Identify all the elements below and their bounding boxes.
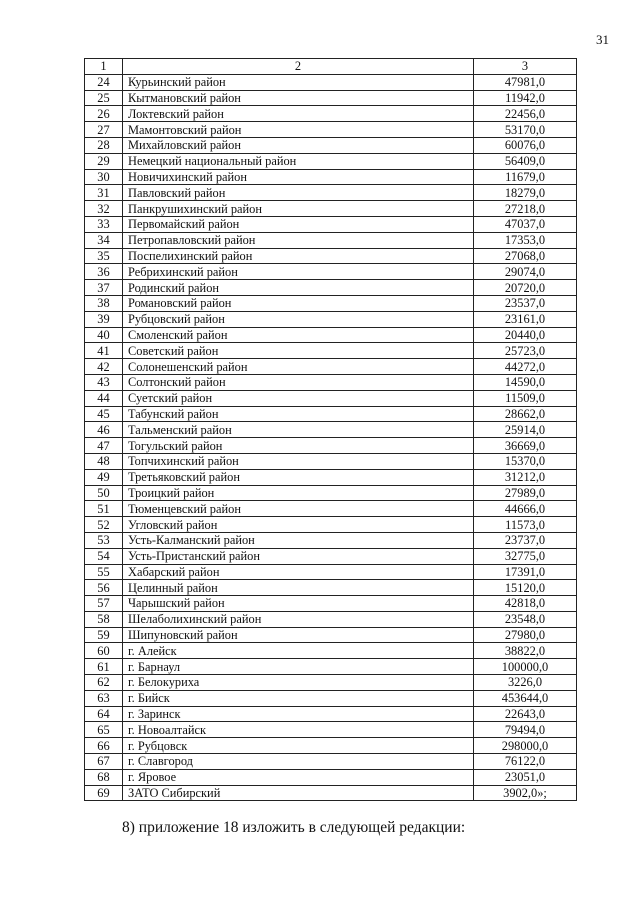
row-number: 63 bbox=[85, 690, 123, 706]
row-number: 46 bbox=[85, 422, 123, 438]
row-number: 60 bbox=[85, 643, 123, 659]
district-name: Троицкий район bbox=[123, 485, 474, 501]
amount: 44666,0 bbox=[474, 501, 577, 517]
district-name: Панкрушихинский район bbox=[123, 201, 474, 217]
district-name: Советский район bbox=[123, 343, 474, 359]
table-row bbox=[85, 232, 577, 248]
table-row bbox=[85, 627, 577, 643]
table-row bbox=[85, 485, 577, 501]
table-row bbox=[85, 264, 577, 280]
amount: 27218,0 bbox=[474, 201, 577, 217]
row-number: 26 bbox=[85, 106, 123, 122]
table-row bbox=[85, 596, 577, 612]
table-row bbox=[85, 469, 577, 485]
allocation-table bbox=[84, 58, 577, 801]
row-number: 51 bbox=[85, 501, 123, 517]
footer-instruction: 8) приложение 18 изложить в следующей редакции: bbox=[122, 819, 466, 836]
table-row bbox=[85, 564, 577, 580]
district-name: Смоленский район bbox=[123, 327, 474, 343]
amount: 28662,0 bbox=[474, 406, 577, 422]
district-name: Суетский район bbox=[123, 390, 474, 406]
district-name: Усть-Пристанский район bbox=[123, 548, 474, 564]
amount: 20440,0 bbox=[474, 327, 577, 343]
row-number: 59 bbox=[85, 627, 123, 643]
row-number: 45 bbox=[85, 406, 123, 422]
row-number: 37 bbox=[85, 280, 123, 296]
district-name: г. Бийск bbox=[123, 690, 474, 706]
amount: 25723,0 bbox=[474, 343, 577, 359]
row-number: 33 bbox=[85, 216, 123, 232]
row-number: 54 bbox=[85, 548, 123, 564]
table-row bbox=[85, 706, 577, 722]
amount: 15370,0 bbox=[474, 453, 577, 469]
row-number: 27 bbox=[85, 122, 123, 138]
district-name: Целинный район bbox=[123, 580, 474, 596]
table-row bbox=[85, 659, 577, 675]
row-number: 28 bbox=[85, 137, 123, 153]
amount: 100000,0 bbox=[474, 659, 577, 675]
amount: 31212,0 bbox=[474, 469, 577, 485]
row-number: 35 bbox=[85, 248, 123, 264]
row-number: 58 bbox=[85, 611, 123, 627]
district-name: Солтонский район bbox=[123, 374, 474, 390]
district-name: Курьинский район bbox=[123, 74, 474, 90]
district-name: Табунский район bbox=[123, 406, 474, 422]
row-number: 40 bbox=[85, 327, 123, 343]
district-name: г. Яровое bbox=[123, 769, 474, 785]
table-header-row bbox=[85, 59, 577, 75]
district-name: Чарышский район bbox=[123, 596, 474, 612]
amount: 453644,0 bbox=[474, 690, 577, 706]
row-number: 41 bbox=[85, 343, 123, 359]
row-number: 55 bbox=[85, 564, 123, 580]
row-number: 34 bbox=[85, 232, 123, 248]
district-name: г. Заринск bbox=[123, 706, 474, 722]
row-number: 48 bbox=[85, 453, 123, 469]
district-name: г. Барнаул bbox=[123, 659, 474, 675]
district-name: Поспелихинский район bbox=[123, 248, 474, 264]
table-row bbox=[85, 754, 577, 770]
district-name: Новичихинский район bbox=[123, 169, 474, 185]
table-row bbox=[85, 359, 577, 375]
row-number: 52 bbox=[85, 517, 123, 533]
row-number: 38 bbox=[85, 295, 123, 311]
district-name: Хабарский район bbox=[123, 564, 474, 580]
table-row bbox=[85, 769, 577, 785]
amount: 27989,0 bbox=[474, 485, 577, 501]
amount: 79494,0 bbox=[474, 722, 577, 738]
district-name: Михайловский район bbox=[123, 137, 474, 153]
amount: 27068,0 bbox=[474, 248, 577, 264]
table-row bbox=[85, 453, 577, 469]
table-row bbox=[85, 738, 577, 754]
amount: 298000,0 bbox=[474, 738, 577, 754]
row-number: 69 bbox=[85, 785, 123, 801]
row-number: 36 bbox=[85, 264, 123, 280]
row-number: 57 bbox=[85, 596, 123, 612]
district-name: Романовский район bbox=[123, 295, 474, 311]
table-row bbox=[85, 406, 577, 422]
district-name: г. Алейск bbox=[123, 643, 474, 659]
row-number: 64 bbox=[85, 706, 123, 722]
district-name: Шипуновский район bbox=[123, 627, 474, 643]
district-name: Ребрихинский район bbox=[123, 264, 474, 280]
amount: 47037,0 bbox=[474, 216, 577, 232]
row-number: 66 bbox=[85, 738, 123, 754]
row-number: 67 bbox=[85, 754, 123, 770]
table-row bbox=[85, 185, 577, 201]
amount: 17353,0 bbox=[474, 232, 577, 248]
amount: 23051,0 bbox=[474, 769, 577, 785]
district-name: Тальменский район bbox=[123, 422, 474, 438]
table-row bbox=[85, 137, 577, 153]
table-row bbox=[85, 722, 577, 738]
row-number: 68 bbox=[85, 769, 123, 785]
row-number: 24 bbox=[85, 74, 123, 90]
row-number: 47 bbox=[85, 438, 123, 454]
table-row bbox=[85, 248, 577, 264]
table-row bbox=[85, 343, 577, 359]
table-row bbox=[85, 690, 577, 706]
amount: 3902,0»; bbox=[474, 785, 577, 801]
row-number: 29 bbox=[85, 153, 123, 169]
district-name: Немецкий национальный район bbox=[123, 153, 474, 169]
row-number: 32 bbox=[85, 201, 123, 217]
row-number: 50 bbox=[85, 485, 123, 501]
district-name: Павловский район bbox=[123, 185, 474, 201]
table-row bbox=[85, 438, 577, 454]
header-col-2: 2 bbox=[123, 59, 474, 75]
table-row bbox=[85, 201, 577, 217]
header-col-1: 1 bbox=[85, 59, 123, 75]
row-number: 30 bbox=[85, 169, 123, 185]
amount: 76122,0 bbox=[474, 754, 577, 770]
amount: 11679,0 bbox=[474, 169, 577, 185]
amount: 11509,0 bbox=[474, 390, 577, 406]
amount: 23537,0 bbox=[474, 295, 577, 311]
amount: 23737,0 bbox=[474, 532, 577, 548]
district-name: Тогульский район bbox=[123, 438, 474, 454]
amount: 11573,0 bbox=[474, 517, 577, 533]
table-row bbox=[85, 517, 577, 533]
table-row bbox=[85, 122, 577, 138]
amount: 20720,0 bbox=[474, 280, 577, 296]
district-name: г. Белокуриха bbox=[123, 675, 474, 691]
amount: 23161,0 bbox=[474, 311, 577, 327]
amount: 22643,0 bbox=[474, 706, 577, 722]
district-name: г. Рубцовск bbox=[123, 738, 474, 754]
district-name: Тюменцевский район bbox=[123, 501, 474, 517]
amount: 11942,0 bbox=[474, 90, 577, 106]
district-name: Мамонтовский район bbox=[123, 122, 474, 138]
amount: 56409,0 bbox=[474, 153, 577, 169]
table-row bbox=[85, 216, 577, 232]
amount: 53170,0 bbox=[474, 122, 577, 138]
table-row bbox=[85, 295, 577, 311]
table-row bbox=[85, 374, 577, 390]
header-col-3: 3 bbox=[474, 59, 577, 75]
amount: 44272,0 bbox=[474, 359, 577, 375]
district-name: ЗАТО Сибирский bbox=[123, 785, 474, 801]
row-number: 42 bbox=[85, 359, 123, 375]
table-row bbox=[85, 90, 577, 106]
table-row bbox=[85, 327, 577, 343]
table-row bbox=[85, 643, 577, 659]
row-number: 39 bbox=[85, 311, 123, 327]
table-row bbox=[85, 675, 577, 691]
district-name: Солонешенский район bbox=[123, 359, 474, 375]
table-row bbox=[85, 106, 577, 122]
district-name: г. Новоалтайск bbox=[123, 722, 474, 738]
row-number: 43 bbox=[85, 374, 123, 390]
district-name: Петропавловский район bbox=[123, 232, 474, 248]
table-row bbox=[85, 390, 577, 406]
page-number: 31 bbox=[596, 32, 609, 47]
table-row bbox=[85, 611, 577, 627]
amount: 38822,0 bbox=[474, 643, 577, 659]
amount: 29074,0 bbox=[474, 264, 577, 280]
amount: 32775,0 bbox=[474, 548, 577, 564]
amount: 14590,0 bbox=[474, 374, 577, 390]
row-number: 56 bbox=[85, 580, 123, 596]
table-row bbox=[85, 548, 577, 564]
table-row bbox=[85, 311, 577, 327]
amount: 27980,0 bbox=[474, 627, 577, 643]
district-name: Третьяковский район bbox=[123, 469, 474, 485]
district-name: Усть-Калманский район bbox=[123, 532, 474, 548]
district-name: Топчихинский район bbox=[123, 453, 474, 469]
amount: 3226,0 bbox=[474, 675, 577, 691]
row-number: 53 bbox=[85, 532, 123, 548]
table-row bbox=[85, 501, 577, 517]
amount: 22456,0 bbox=[474, 106, 577, 122]
amount: 47981,0 bbox=[474, 74, 577, 90]
district-name: Локтевский район bbox=[123, 106, 474, 122]
row-number: 25 bbox=[85, 90, 123, 106]
district-name: г. Славгород bbox=[123, 754, 474, 770]
row-number: 61 bbox=[85, 659, 123, 675]
table-row bbox=[85, 785, 577, 801]
district-name: Родинский район bbox=[123, 280, 474, 296]
table-row bbox=[85, 169, 577, 185]
district-name: Шелаболихинский район bbox=[123, 611, 474, 627]
table-row bbox=[85, 153, 577, 169]
table-row bbox=[85, 422, 577, 438]
row-number: 31 bbox=[85, 185, 123, 201]
amount: 18279,0 bbox=[474, 185, 577, 201]
amount: 15120,0 bbox=[474, 580, 577, 596]
district-name: Первомайский район bbox=[123, 216, 474, 232]
amount: 36669,0 bbox=[474, 438, 577, 454]
amount: 60076,0 bbox=[474, 137, 577, 153]
row-number: 49 bbox=[85, 469, 123, 485]
amount: 25914,0 bbox=[474, 422, 577, 438]
table-row bbox=[85, 532, 577, 548]
table-row bbox=[85, 580, 577, 596]
amount: 17391,0 bbox=[474, 564, 577, 580]
amount: 23548,0 bbox=[474, 611, 577, 627]
row-number: 44 bbox=[85, 390, 123, 406]
district-name: Кытмановский район bbox=[123, 90, 474, 106]
row-number: 62 bbox=[85, 675, 123, 691]
table-row bbox=[85, 74, 577, 90]
district-name: Рубцовский район bbox=[123, 311, 474, 327]
row-number: 65 bbox=[85, 722, 123, 738]
amount: 42818,0 bbox=[474, 596, 577, 612]
table-row bbox=[85, 280, 577, 296]
district-name: Угловский район bbox=[123, 517, 474, 533]
